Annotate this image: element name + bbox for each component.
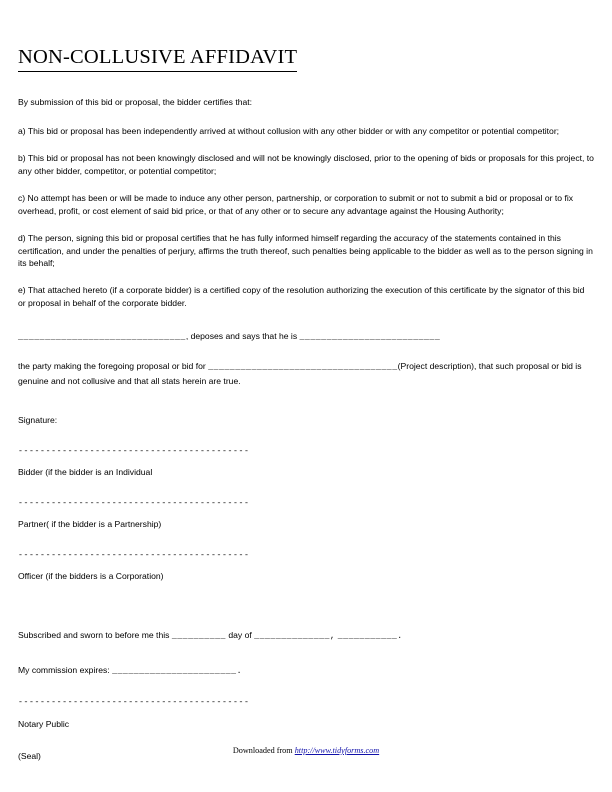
commission-lead-text: My commission expires:	[18, 664, 110, 675]
clause-c: c) No attempt has been or will be made to induce any other person, partnership, or corporation to submit or not to submit a bid or proposal or to fix overhead, profit, or cost element of said bid price, or that of any other or to secure any advantage against the Housing Authority;	[18, 192, 574, 216]
officer-label: Officer (if the bidders is a Corporation)	[18, 571, 164, 582]
clause-e: e) That attached hereto (if a corporate bidder) is a certified copy of the resolution authorizing the execution of this certificate by the signator of this bid or proposal in behalf of the corporate bidder.	[18, 285, 585, 309]
notary-block	[18, 629, 594, 762]
project-description-blank[interactable]: ___________________________________	[208, 363, 398, 373]
clause-a: a) This bid or proposal has been independently arrived at without collusion with any other bidder or with any competitor or potential competitor;	[18, 126, 560, 137]
deposes-middle-text: , deposes and says that he is	[185, 331, 298, 342]
clause-d: d) The person, signing this bid or proposal certifies that he has fully informed himself regarding the accuracy of the statements contained in this certification, and under the penalties of perjury, affirms the truth thereof, such penalties being applicable to the bidder as well as to the person signing in its behalf;	[18, 232, 593, 269]
footer-prefix: Downloaded from	[232, 746, 293, 755]
seal-label: (Seal)	[18, 751, 41, 762]
sworn-day-of-text: day of	[228, 630, 252, 641]
sworn-month-blank[interactable]: ______________,	[254, 632, 336, 642]
partner-label: Partner( if the bidder is a Partnership)	[18, 519, 162, 530]
notary-public-label: Notary Public	[18, 719, 70, 730]
sworn-day-blank[interactable]: __________	[171, 632, 226, 642]
deposes-line	[18, 330, 594, 344]
deponent-name-blank[interactable]: _______________________________	[18, 333, 186, 343]
subscribed-lead-text: Subscribed and sworn to before me this	[18, 630, 170, 641]
page-title: NON-COLLUSIVE AFFIDAVIT	[18, 46, 297, 72]
party-line	[18, 360, 594, 387]
notary-signature-rule[interactable]: ------------------------------------------	[18, 698, 250, 708]
bidder-label: Bidder (if the bidder is an Individual	[18, 466, 153, 477]
signature-rule-bidder[interactable]: ------------------------------------------	[18, 446, 250, 456]
sworn-year-blank[interactable]: ___________.	[337, 632, 403, 642]
intro-paragraph: By submission of this bid or proposal, the bidder certifies that:	[18, 96, 253, 107]
document-content	[18, 46, 594, 763]
footer	[0, 746, 612, 755]
signature-rule-officer[interactable]: ------------------------------------------	[18, 551, 250, 561]
signature-heading: Signature:	[18, 414, 58, 425]
party-line-tail: (Project description), that such proposal or bid is genuine and not collusive and that all stats herein are true.	[18, 361, 582, 386]
signature-block	[18, 414, 594, 583]
deponent-title-blank[interactable]: __________________________	[299, 333, 441, 343]
commission-expires-blank[interactable]: _______________________.	[112, 666, 242, 676]
party-line-lead: the party making the foregoing proposal or bid for	[18, 361, 206, 372]
commission-expires-line	[18, 664, 594, 677]
clause-b: b) This bid or proposal has not been knowingly disclosed and will not be knowingly disclosed, prior to the opening of bids or proposals for this project, to any other bidder, competitor, or potential competitor;	[18, 153, 594, 176]
subscribed-sworn-line	[18, 629, 594, 642]
tidyforms-link[interactable]: http://www.tidyforms.com	[294, 746, 380, 755]
signature-rule-partner[interactable]: ------------------------------------------	[18, 498, 250, 508]
